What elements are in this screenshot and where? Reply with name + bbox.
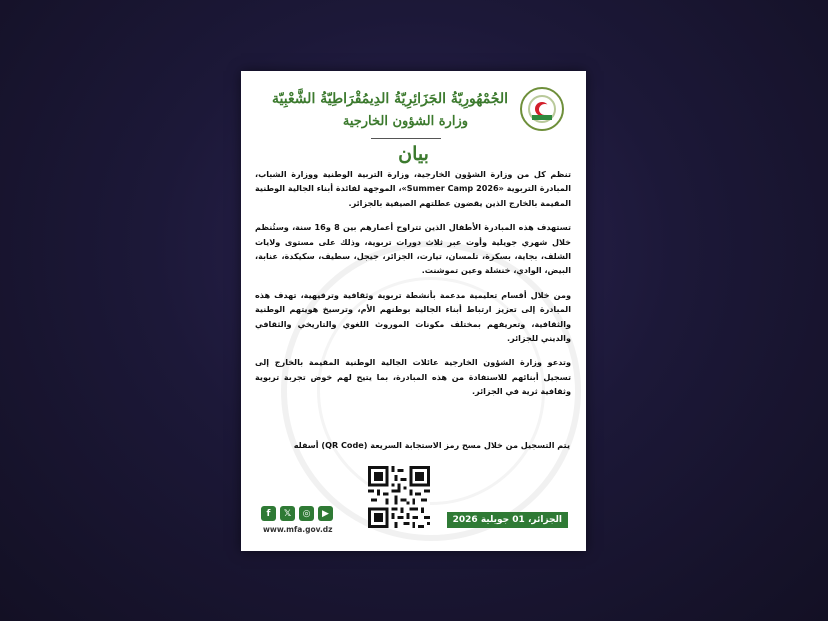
qr-code-icon[interactable]: [368, 466, 430, 528]
statement-heading: بيان: [398, 143, 429, 165]
instagram-icon[interactable]: ◎: [299, 506, 314, 521]
paragraph: ومن خلال أقسام تعليمية مدعمة بأنشطة تربوية وثقافية وترفيهية، تهدف هذه المبادرة إلى تعزيز ارتباط أبناء الجالية بوطنهم الأم، وترسيخ هويتهم الوطنية والثقافية، وتعريفهم بمختلف مكونات الموروث اللغوي والتاريخي والثقافي والديني للجزائر.: [255, 289, 571, 344]
date-badge: الجزائر، 01 جويلية 2026: [447, 512, 568, 528]
facebook-icon[interactable]: f: [261, 506, 276, 521]
republic-title: الجُمْهُورِيّةُ الجَزَائِرِيّةُ الدِيمُقْرَاطِيّةُ الشَّعْبِيّة: [271, 91, 508, 107]
statement-body: [255, 167, 571, 409]
header-divider: [371, 138, 441, 139]
paragraph: تستهدف هذه المبادرة الأطفال الذين تتراوح أعمارهم بين 8 و16 سنة، وستُنظم خلال شهري جويلية وأوت عبر ثلاث دورات تربوية، وذلك على مستوى ولايات الشلف، بجاية، بسكرة، تلمسان، تيارت، الجزائر، جيجل، سطيف، سكيكدة، عنابة، البيض، الوادي، خنشلة وعين تموشنت.: [255, 222, 571, 276]
website-link[interactable]: www.mfa.gov.dz: [263, 525, 333, 534]
document-header: [241, 81, 586, 141]
x-icon[interactable]: 𝕏: [280, 506, 295, 521]
youtube-icon[interactable]: ▶: [318, 506, 333, 521]
ministry-title: وزارة الشؤون الخارجية: [342, 114, 468, 129]
social-links: [261, 506, 333, 521]
registration-note: يتم التسجيل من خلال مسح رمز الاستجابة السريعة (QR Code) أسفله: [293, 440, 570, 450]
statement-document: [241, 71, 586, 551]
ministry-emblem-icon: [520, 87, 564, 131]
paragraph: وتدعو وزارة الشؤون الخارجية عائلات الجالية الوطنية المقيمة بالخارج إلى تسجيل أبنائهم للاستفادة من هذه المبادرة، بما يتيح لهم خوض تجربة تربوية وثقافية ثرية في الجزائر.: [255, 357, 571, 397]
paragraph: تنظم كل من وزارة الشؤون الخارجية، وزارة التربية الوطنية ووزارة الشباب، المبادرة التربوية «Summer Camp 2026»، الموجهة لفائدة أبناء الجالية الوطنية المقيمة بالخارج الذين يقضون عطلتهم الصيفية بالجزائر.: [255, 169, 571, 208]
